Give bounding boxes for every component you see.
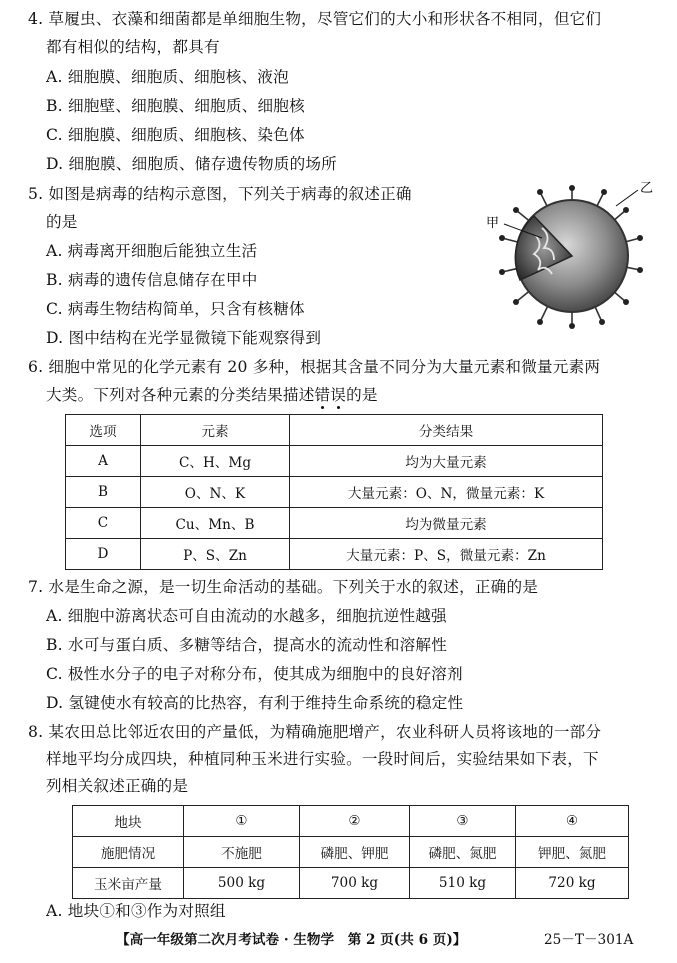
q5-stem-line1: 5. 如图是病毒的结构示意图，下列关于病毒的叙述正确 [28,185,412,203]
q6-stem-line2 [46,384,378,406]
table-cell: D [66,539,141,570]
q7-option-b: B. 水可与蛋白质、多糖等结合，提高水的流动性和溶解性 [46,636,448,654]
table-cell: 磷肥、氮肥 [410,837,516,868]
table-cell: 510 kg [410,868,516,899]
label-jia: 甲 [486,216,500,231]
q6-stem-pre: 大类。下列对各种元素的分类结果描述 [46,386,315,404]
table-cell: 大量元素：P、S，微量元素：Zn [290,539,603,570]
table-cell: 磷肥、钾肥 [300,837,410,868]
table-cell: Cu、Mn、B [141,508,290,539]
footer-code: 25－T－301A [544,932,634,948]
footer-title: 【高一年级第二次月考试卷 · 生物学 第 2 页(共 6 页)】 [116,932,467,948]
label-yi: 乙 [640,181,654,196]
q7-stem: 7. 水是生命之源，是一切生命活动的基础。下列关于水的叙述，正确的是 [28,578,539,596]
q5-option-d: D. 图中结构在光学显微镜下能观察得到 [46,329,322,347]
table-cell: 均为大量元素 [290,446,603,477]
corn-yield-table [72,805,629,899]
table-cell: C [66,508,141,539]
q5-option-b: B. 病毒的遗传信息储存在甲中 [46,271,258,289]
table-cell: 玉米亩产量 [73,868,184,899]
q6-stem-line1: 6. 细胞中常见的化学元素有 20 多种，根据其含量不同分为大量元素和微量元素两 [28,358,601,376]
table-cell: 720 kg [516,868,629,899]
table-row [66,508,603,539]
q4-option-a: A. 细胞膜、细胞质、细胞核、液泡 [46,68,289,86]
table-cell: 均为微量元素 [290,508,603,539]
table-cell: A [66,446,141,477]
emphasis-char-1: 错 [314,386,331,404]
table-cell: 不施肥 [184,837,300,868]
q5-stem-line2: 的是 [46,213,78,231]
table-row [73,868,629,899]
table-cell: 钾肥、氮肥 [516,837,629,868]
table-header-row [66,415,603,446]
q4-option-c: C. 细胞膜、细胞质、细胞核、染色体 [46,126,305,144]
q8-stem-line1: 8. 某农田总比邻近农田的产量低，为精确施肥增产，农业科研人员将该地的一部分 [28,723,602,741]
virus-structure-figure [476,176,674,336]
table-cell: O、N、K [141,477,290,508]
table-cell: 700 kg [300,868,410,899]
q8-stem-line2: 样地平均分成四块，种植同种玉米进行实验。一段时间后，实验结果如下表，下 [46,750,599,768]
q4-stem-line1: 4. 草履虫、衣藻和细菌都是单细胞生物，尽管它们的大小和形状各不相同，但它们 [28,10,602,28]
label-yi-pointer [616,190,638,206]
element-classification-table [65,414,603,570]
table-header: 分类结果 [290,415,603,446]
q7-option-a: A. 细胞中游离状态可自由流动的水越多，细胞抗逆性越强 [46,607,447,625]
q6-stem-post: 的是 [346,386,378,404]
q7-option-c: C. 极性水分子的电子对称分布，使其成为细胞中的良好溶剂 [46,665,463,683]
table-header: 地块 [73,806,184,837]
q8-stem-line3: 列相关叙述正确的是 [46,777,189,795]
table-row [73,837,629,868]
q5-option-a: A. 病毒离开细胞后能独立生活 [46,242,258,260]
table-header: ④ [516,806,629,837]
table-header-row [73,806,629,837]
table-header: ① [184,806,300,837]
table-cell: 500 kg [184,868,300,899]
table-header: 元素 [141,415,290,446]
q4-option-b: B. 细胞壁、细胞膜、细胞质、细胞核 [46,97,305,115]
q7-option-d: D. 氢键使水有较高的比热容，有利于维持生命系统的稳定性 [46,694,464,712]
table-cell: B [66,477,141,508]
table-row [66,539,603,570]
table-cell: P、S、Zn [141,539,290,570]
table-row [66,446,603,477]
table-row [66,477,603,508]
table-cell: 施肥情况 [73,837,184,868]
table-cell: 大量元素：O、N，微量元素：K [290,477,603,508]
q5-option-c: C. 病毒生物结构简单，只含有核糖体 [46,300,305,318]
emphasis-char-2: 误 [330,386,347,404]
q4-option-d: D. 细胞膜、细胞质、储存遗传物质的场所 [46,155,337,173]
table-header: 选项 [66,415,141,446]
q8-option-a: A. 地块①和③作为对照组 [46,902,226,920]
table-header: ② [300,806,410,837]
q4-stem-line2: 都有相似的结构，都具有 [46,38,220,56]
table-header: ③ [410,806,516,837]
table-cell: C、H、Mg [141,446,290,477]
